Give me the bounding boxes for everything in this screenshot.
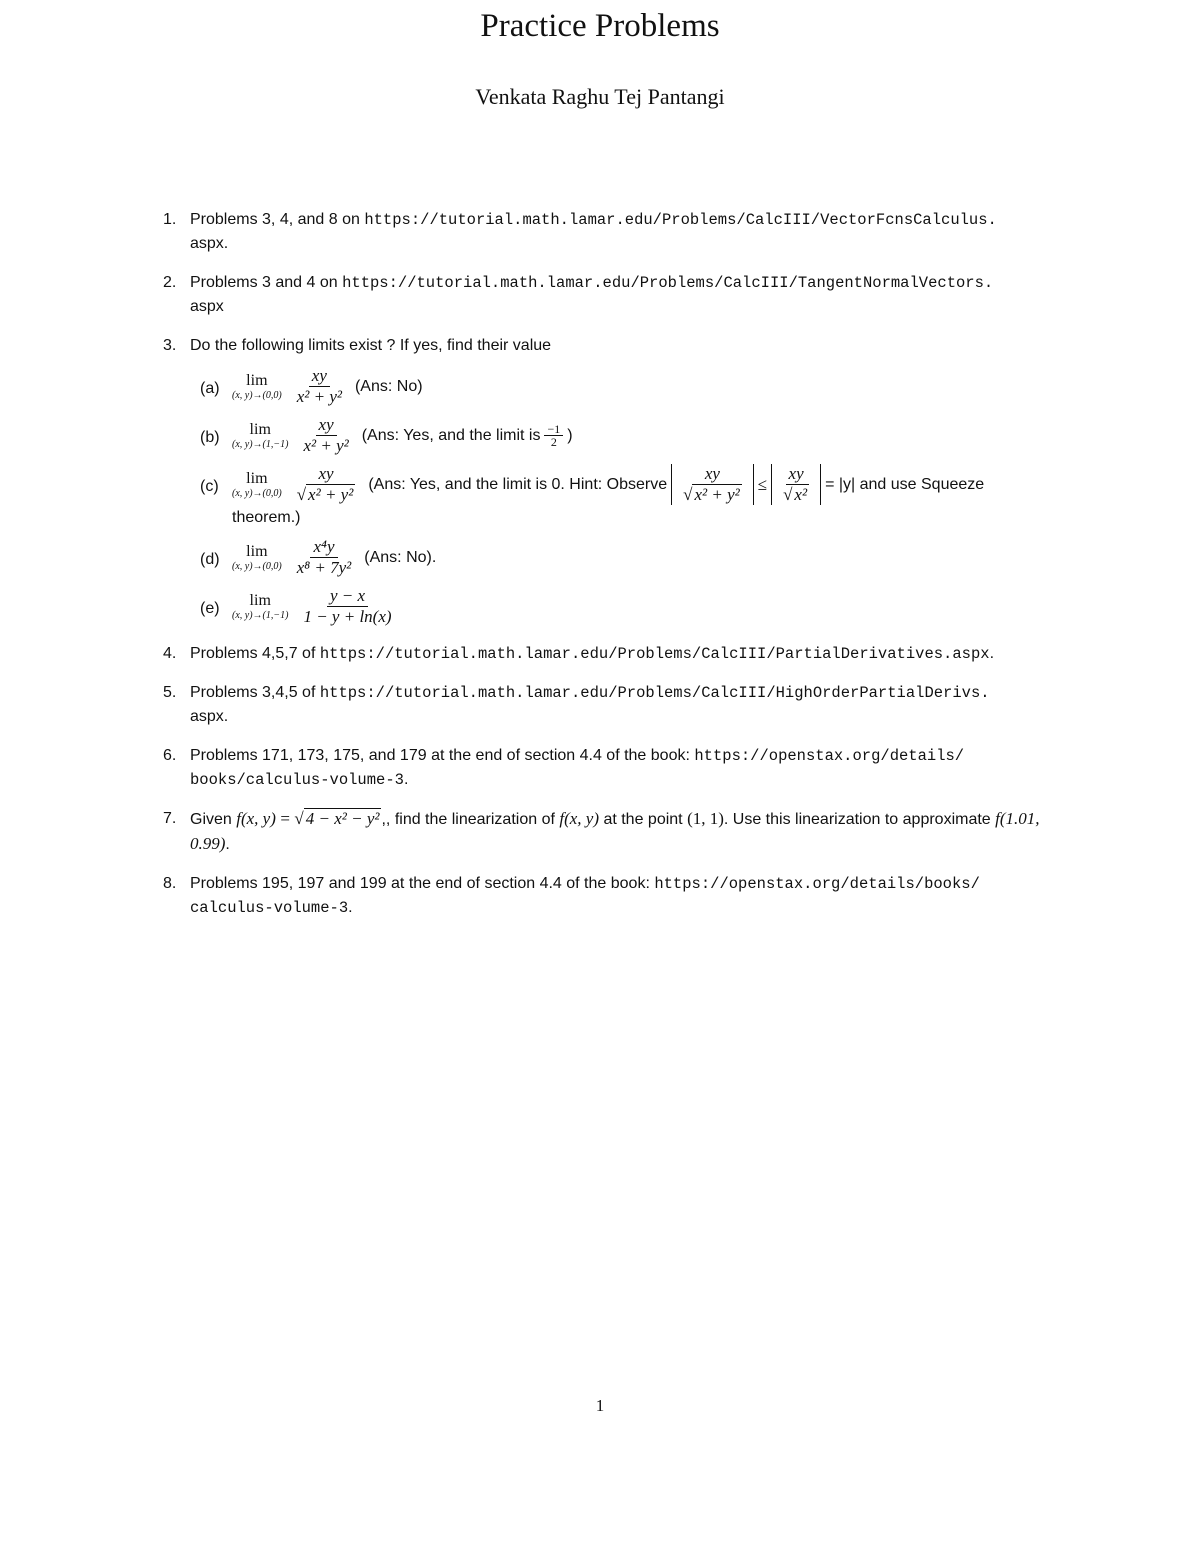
problem-number: 4.	[163, 645, 177, 662]
text-mid: . Use this linearization to approximate	[723, 811, 996, 828]
comma: ,	[381, 811, 386, 828]
problem-number: 1.	[163, 211, 177, 228]
lim-subscript: (x, y)→(1,−1)	[232, 438, 289, 450]
punct: .	[225, 836, 230, 853]
numerator: x⁴y	[310, 537, 337, 558]
limit-c	[190, 464, 1065, 529]
problem-text: Problems 4,5,7 of	[190, 645, 320, 662]
answer: (Ans: Yes, and the limit is 0. Hint: Observe	[368, 475, 668, 493]
hint-tail: = |y| and use Squeeze	[825, 475, 985, 493]
numerator: xy	[316, 415, 337, 436]
hint-numerator: xy	[702, 464, 723, 485]
problem-text: Problems 3,4,5 of	[190, 684, 320, 701]
sub-label: (b)	[200, 429, 220, 446]
problem-number: 3.	[163, 337, 177, 354]
problem-number: 7.	[163, 810, 177, 827]
problem-link[interactable]: https://tutorial.math.lamar.edu/Problems/CalcIII/VectorFcnsCalculus.	[364, 211, 997, 229]
sub-label: (a)	[200, 380, 220, 397]
radicand: x²	[794, 485, 808, 504]
text-mid: , find the linearization of	[385, 811, 560, 828]
problem-link-cont[interactable]: aspx	[190, 298, 224, 315]
answer-numerator: −1	[544, 423, 563, 436]
answer-continuation: theorem.)	[232, 509, 301, 526]
denominator: x⁸ + 7y²	[296, 558, 352, 577]
numerator: xy	[315, 464, 336, 485]
lim-subscript: (x, y)→(0,0)	[232, 487, 282, 499]
le-symbol: ≤	[757, 474, 768, 494]
problem-number: 5.	[163, 684, 177, 701]
sqrt-sign: √	[294, 809, 304, 828]
function-def: f(x, y)	[236, 809, 276, 828]
problem-link-cont[interactable]: calculus-volume-3	[190, 899, 349, 917]
limit-e	[190, 586, 1065, 627]
hint-numerator: xy	[786, 464, 807, 485]
lim-operator: lim	[249, 420, 271, 438]
lim-operator: lim	[246, 469, 268, 487]
denominator: 1 − y + ln(x)	[303, 607, 392, 626]
problem-number: 6.	[163, 747, 177, 764]
limit-a	[190, 366, 1065, 407]
punct: .	[223, 235, 229, 252]
problem-link-cont[interactable]: books/calculus-volume-3	[190, 771, 404, 789]
problem-2	[163, 271, 1065, 319]
point: (1, 1)	[687, 809, 724, 828]
radicand: x² + y²	[694, 485, 740, 504]
numerator: y − x	[327, 586, 368, 607]
problem-3	[163, 334, 1065, 627]
limit-sublist	[190, 366, 1065, 627]
sqrt-sign: √	[683, 485, 693, 504]
equals-sign: =	[280, 809, 290, 828]
lim-subscript: (x, y)→(0,0)	[232, 389, 282, 401]
punct: .	[403, 771, 409, 788]
text-mid: at the point	[599, 811, 688, 828]
punct: .	[223, 708, 229, 725]
problem-text: Problems 171, 173, 175, and 179 at the end of section 4.4 of the book:	[190, 747, 695, 764]
problem-text: Problems 3 and 4 on	[190, 274, 343, 291]
answer: (Ans: Yes, and the limit is	[361, 426, 541, 444]
answer: (Ans: No).	[364, 548, 437, 566]
problem-text: Given	[190, 811, 237, 828]
numerator: xy	[309, 366, 330, 387]
problem-link[interactable]: https://openstax.org/details/books/	[654, 875, 980, 893]
sqrt-sign: √	[296, 485, 307, 504]
problem-link-cont[interactable]: aspx	[190, 235, 224, 252]
sub-label: (d)	[200, 551, 220, 568]
approx-value: f(1.01, 0.99)	[190, 809, 1040, 853]
abs-value-1	[671, 464, 754, 505]
lim-subscript: (x, y)→(0,0)	[232, 560, 282, 572]
denominator: x² + y²	[296, 387, 342, 406]
problem-text: Problems 3, 4, and 8 on	[190, 211, 365, 228]
problem-5	[163, 681, 1065, 729]
lim-operator: lim	[246, 371, 268, 389]
lim-subscript: (x, y)→(1,−1)	[232, 609, 289, 621]
denominator	[294, 485, 359, 505]
sqrt-expression	[294, 808, 381, 828]
problem-text: Do the following limits exist ? If yes, find their value	[190, 337, 552, 354]
limit-b	[190, 415, 1065, 456]
page-number: 1	[595, 1396, 605, 1415]
problem-link[interactable]: https://tutorial.math.lamar.edu/Problems/CalcIII/PartialDerivatives.aspx	[319, 645, 990, 663]
answer-denominator: 2	[550, 435, 557, 449]
lim-operator: lim	[246, 542, 268, 560]
punct: .	[989, 645, 995, 662]
problem-text: Problems 195, 197 and 199 at the end of section 4.4 of the book:	[190, 875, 655, 892]
problem-8	[163, 872, 1065, 920]
function-ref: f(x, y)	[559, 809, 599, 828]
problem-1	[163, 208, 1065, 256]
problem-list	[163, 208, 1065, 935]
problem-link[interactable]: https://tutorial.math.lamar.edu/Problems/CalcIII/TangentNormalVectors.	[342, 274, 994, 292]
sub-label: (e)	[200, 600, 220, 617]
answer: (Ans: No)	[354, 377, 423, 395]
problem-link[interactable]: https://openstax.org/details/	[694, 747, 965, 765]
lim-operator: lim	[249, 591, 271, 609]
abs-value-2	[771, 464, 821, 505]
problem-number: 2.	[163, 274, 177, 291]
sqrt-sign: √	[783, 485, 793, 504]
radicand: 4 − x² − y²	[305, 809, 380, 828]
limit-d	[190, 537, 1065, 578]
denominator: x² + y²	[303, 436, 349, 455]
problem-7	[163, 807, 1065, 857]
radicand: x² + y²	[308, 485, 354, 504]
sub-label: (c)	[200, 478, 219, 495]
problem-6	[163, 744, 1065, 792]
problem-number: 8.	[163, 875, 177, 892]
answer-close: )	[567, 426, 573, 444]
document-title: Practice Problems	[480, 8, 720, 44]
problem-link-cont[interactable]: aspx	[190, 708, 224, 725]
problem-link[interactable]: https://tutorial.math.lamar.edu/Problems/CalcIII/HighOrderPartialDerivs.	[319, 684, 990, 702]
problem-4	[163, 642, 1065, 666]
author-name: Venkata Raghu Tej Pantangi	[475, 84, 725, 109]
punct: .	[348, 899, 353, 916]
